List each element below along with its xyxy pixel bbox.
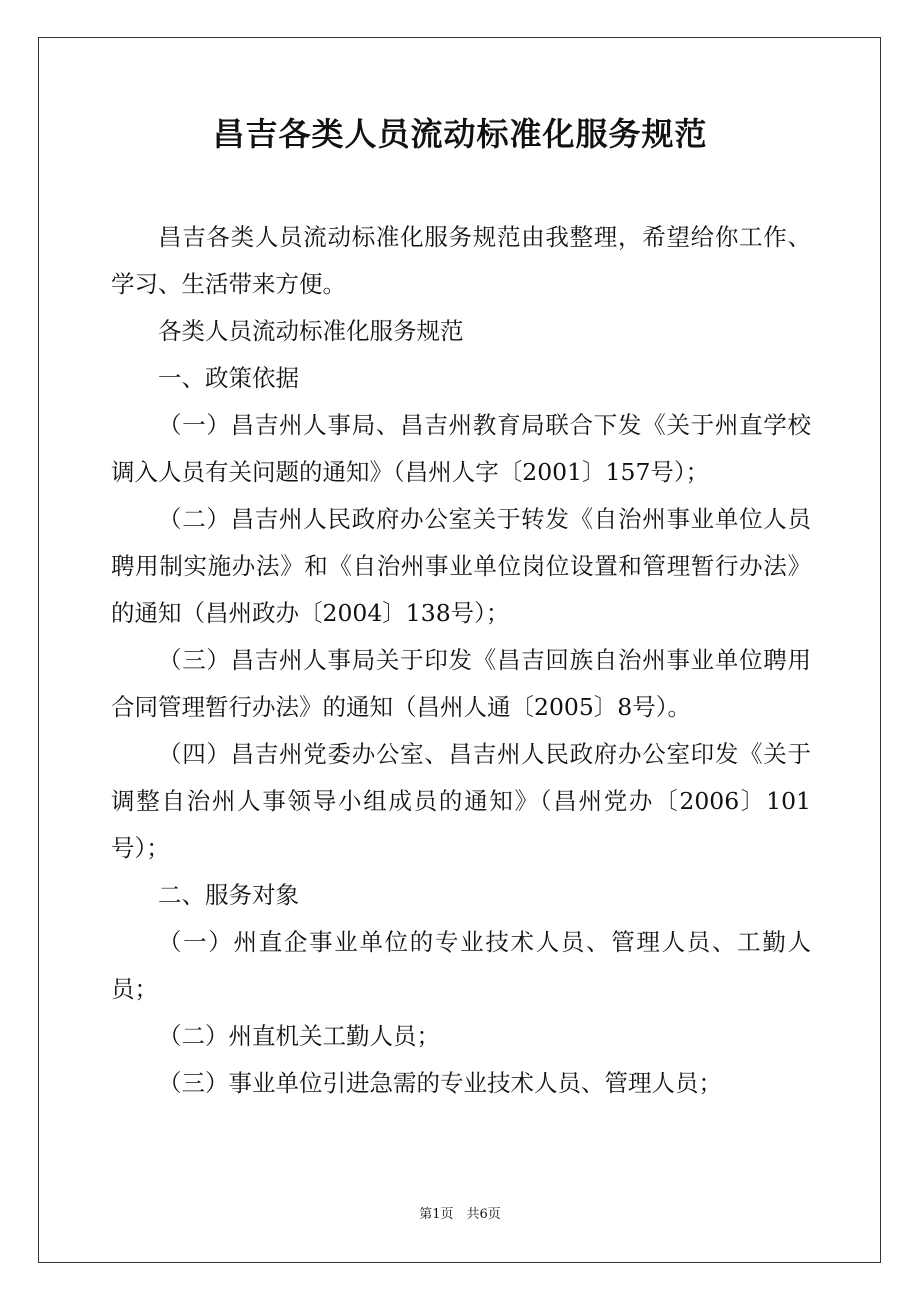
section-heading-service-target: 二、服务对象 bbox=[158, 881, 299, 909]
service-item-1: （一）州直企事业单位的专业技术人员、管理人员、工勤人员； bbox=[111, 928, 811, 1003]
service-item-2: （二）州直机关工勤人员； bbox=[158, 1022, 440, 1050]
service-item-3: （三）事业单位引进急需的专业技术人员、管理人员； bbox=[158, 1069, 722, 1097]
paragraph-subtitle: 各类人员流动标准化服务规范 bbox=[158, 317, 464, 345]
policy-item-2: （二）昌吉州人民政府办公室关于转发《自治州事业单位人员聘用制实施办法》和《自治州事业单位岗位设置和管理暂行办法》的通知（昌州政办〔2004〕138号）； bbox=[111, 505, 811, 627]
page-number: 第1页 共6页 bbox=[419, 1207, 501, 1222]
policy-item-3: （三）昌吉州人事局关于印发《昌吉回族自治州事业单位聘用合同管理暂行办法》的通知（昌州人通〔2005〕8号）。 bbox=[111, 646, 811, 721]
policy-item-4: （四）昌吉州党委办公室、昌吉州人民政府办公室印发《关于调整自治州人事领导小组成员的通知》（昌州党办〔2006〕101号）； bbox=[111, 740, 811, 862]
document-title: 昌吉各类人员流动标准化服务规范 bbox=[212, 115, 708, 153]
policy-item-1: （一）昌吉州人事局、昌吉州教育局联合下发《关于州直学校调入人员有关问题的通知》（昌州人字〔2001〕157号）； bbox=[111, 411, 811, 486]
document-body bbox=[111, 214, 811, 1107]
section-heading-policy-basis: 一、政策依据 bbox=[158, 364, 299, 392]
paragraph-intro: 昌吉各类人员流动标准化服务规范由我整理，希望给你工作、学习、生活带来方便。 bbox=[111, 223, 811, 298]
